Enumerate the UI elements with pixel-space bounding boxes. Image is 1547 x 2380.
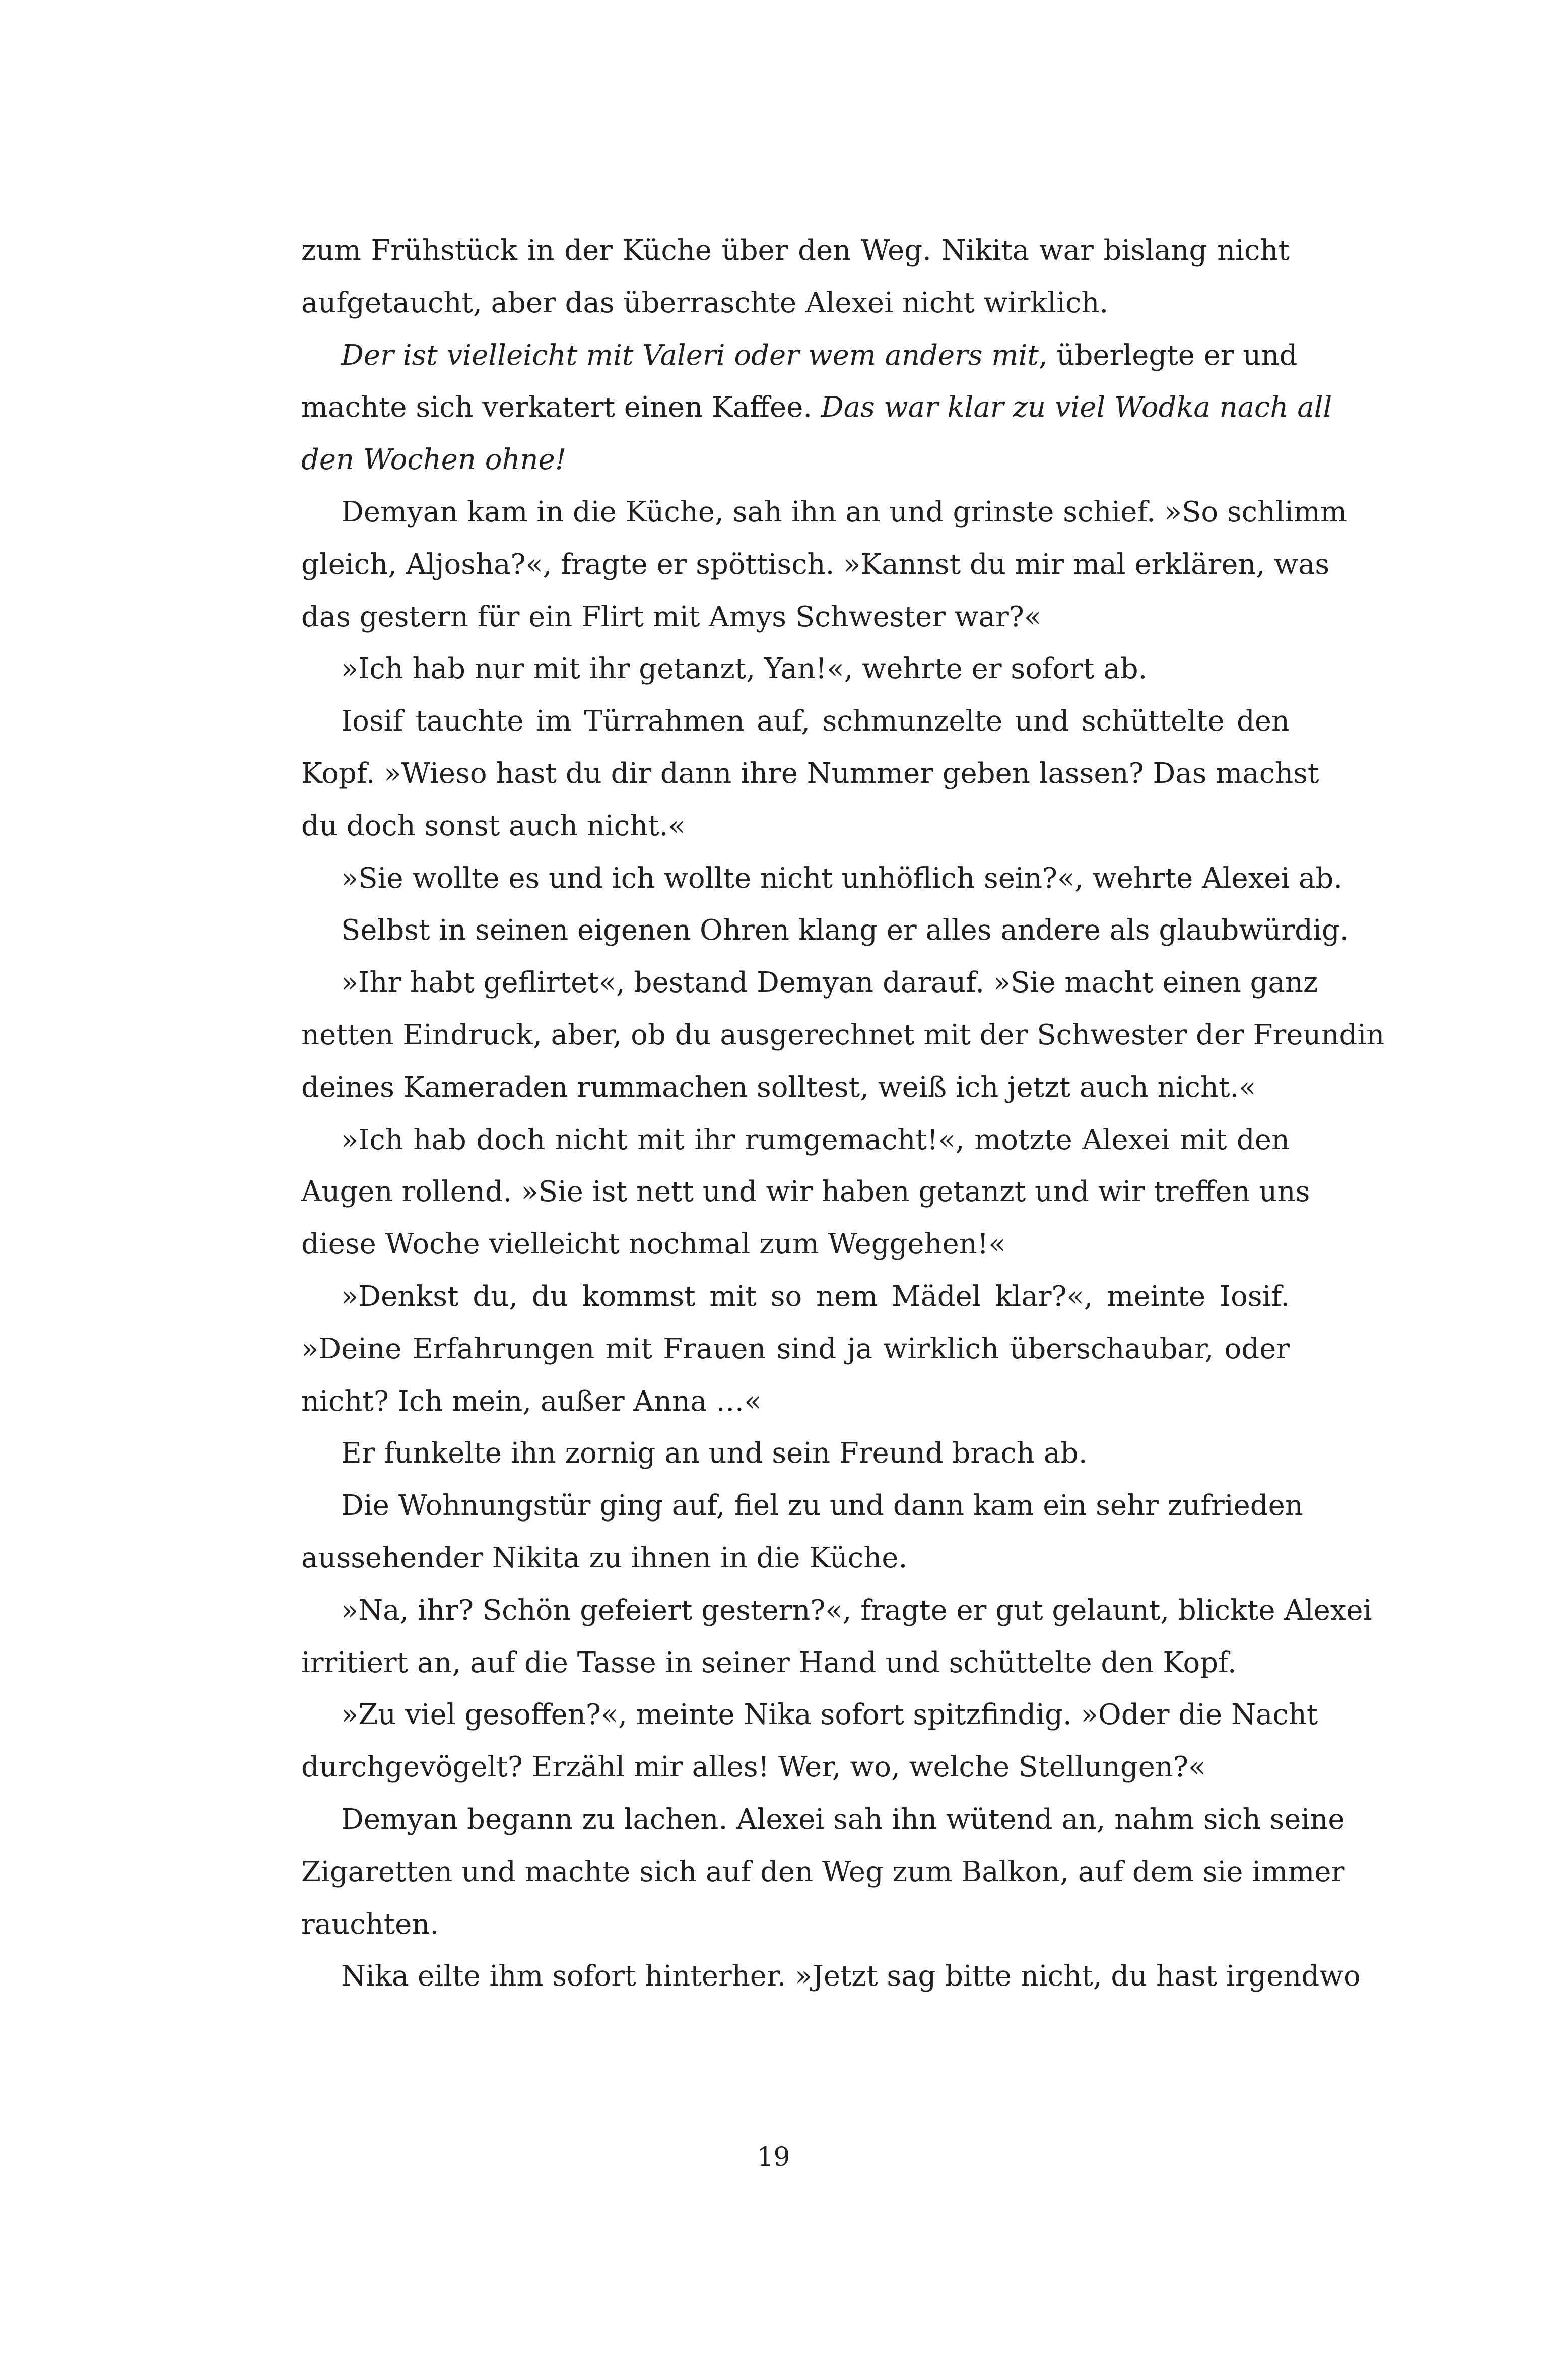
text-run: nicht? Ich mein, außer Anna …« <box>301 1384 762 1418</box>
italic-text: Das war klar zu viel Wodka nach all <box>821 391 1332 424</box>
text-run: , überlegte er und <box>1038 339 1298 372</box>
text-run: gleich, Aljosha?«, fragte er spöttisch. »Kannst du mir mal erklären, was <box>301 548 1330 581</box>
paragraph <box>301 695 1319 852</box>
text-line <box>301 695 1290 748</box>
text-run: machte sich verkatert einen Kaffee. <box>301 391 821 424</box>
paragraph <box>301 1271 1290 1427</box>
paragraph <box>301 1427 1290 1480</box>
text-line <box>301 1480 1303 1532</box>
text-run: Selbst in seinen eigenen Ohren klang er alles andere als glaubwürdig. <box>341 914 1349 947</box>
text-line <box>301 1114 1290 1166</box>
text-line <box>301 957 1318 1009</box>
text-run: »Ich hab nur mit ihr getanzt, Yan!«, wehrte er sofort ab. <box>341 652 1148 686</box>
text-run: diese Woche vielleicht nochmal zum Weggehen!« <box>301 1228 1006 1261</box>
text-line <box>301 1323 1290 1375</box>
text-run: Demyan begann zu lachen. Alexei sah ihn wütend an, nahm sich seine <box>341 1803 1345 1836</box>
text-line <box>301 800 1290 852</box>
text-line <box>301 1689 1318 1741</box>
text-run: Er funkelte ihn zornig an und sein Freund brach ab. <box>341 1437 1088 1470</box>
text-line <box>301 1009 1385 1062</box>
text-line <box>301 1062 1290 1114</box>
text-line <box>301 539 1330 591</box>
text-line <box>301 643 1290 695</box>
text-line <box>301 1898 1290 1951</box>
paragraph <box>301 643 1290 695</box>
text-line <box>301 1846 1345 1898</box>
text-line <box>301 486 1348 539</box>
text-line <box>301 225 1290 277</box>
text-run: »Denkst du, du kommst mit so nem Mädel klar?«, meinte Iosif. <box>341 1280 1290 1313</box>
text-run: durchgevögelt? Erzähl mir alles! Wer, wo, welche Stellungen?« <box>301 1751 1206 1784</box>
text-run: zum Frühstück in der Küche über den Weg. Nikita war bislang nicht <box>301 234 1290 267</box>
paragraph <box>301 1114 1310 1271</box>
text-run: »Sie wollte es und ich wollte nicht unhöflich sein?«, wehrte Alexei ab. <box>341 862 1343 895</box>
text-line <box>301 1218 1290 1271</box>
text-run: Augen rollend. »Sie ist nett und wir haben getanzt und wir treffen uns <box>301 1175 1310 1209</box>
text-run: »Ich hab doch nicht mit ihr rumgemacht!«, motzte Alexei mit den <box>341 1123 1290 1156</box>
text-line <box>301 1271 1290 1323</box>
text-run: du doch sonst auch nicht.« <box>301 809 686 842</box>
text-line <box>301 329 1298 382</box>
text-run: rauchten. <box>301 1907 439 1941</box>
text-run: deines Kameraden rummachen solltest, weiß ich jetzt auch nicht.« <box>301 1071 1256 1104</box>
paragraph <box>301 1480 1303 1584</box>
text-run: Iosif tauchte im Türrahmen auf, schmunzelte und schüttelte den <box>341 705 1290 738</box>
text-line <box>301 1741 1290 1794</box>
text-run: Nika eilte ihm sofort hinterher. »Jetzt sag bitte nicht, du hast irgendwo <box>341 1960 1361 1993</box>
text-line <box>301 904 1349 957</box>
text-line <box>301 1532 1290 1584</box>
text-run: aussehender Nikita zu ihnen in die Küche. <box>301 1541 908 1574</box>
paragraph <box>301 329 1332 486</box>
text-run: »Deine Erfahrungen mit Frauen sind ja wirklich überschaubar, oder <box>301 1332 1290 1365</box>
text-line <box>301 434 1290 486</box>
text-run: netten Eindruck, aber, ob du ausgerechnet mit der Schwester der Freundin <box>301 1018 1385 1051</box>
text-run: »Zu viel gesoffen?«, meinte Nika sofort spitzfindig. »Oder die Nacht <box>341 1698 1318 1732</box>
paragraph <box>301 1689 1318 1794</box>
text-line <box>301 1950 1361 2003</box>
paragraph <box>301 486 1348 643</box>
text-line <box>301 277 1290 329</box>
text-line <box>301 1794 1345 1846</box>
text-run: Zigaretten und machte sich auf den Weg zum Balkon, auf dem sie immer <box>301 1855 1345 1888</box>
text-run: Kopf. »Wieso hast du dir dann ihre Nummer geben lassen? Das machst <box>301 757 1319 790</box>
text-line <box>301 1166 1310 1218</box>
body-text <box>301 225 1385 2003</box>
text-line <box>301 852 1343 905</box>
text-line <box>301 748 1319 800</box>
page-number: 19 <box>757 2142 790 2172</box>
text-line <box>301 1427 1290 1480</box>
text-run: »Na, ihr? Schön gefeiert gestern?«, fragte er gut gelaunt, blickte Alexei <box>341 1594 1372 1627</box>
paragraph <box>301 1950 1361 2003</box>
text-line <box>301 591 1290 643</box>
italic-text: Der ist vielleicht mit Valeri oder wem anders mit <box>341 339 1039 372</box>
paragraph <box>301 852 1343 905</box>
paragraph <box>301 957 1385 1113</box>
text-line <box>301 1584 1372 1637</box>
italic-text: den Wochen ohne! <box>301 443 567 477</box>
paragraph <box>301 1584 1372 1689</box>
paragraph <box>301 1794 1345 1950</box>
text-run: »Ihr habt geflirtet«, bestand Demyan darauf. »Sie macht einen ganz <box>341 966 1318 1000</box>
text-run: Demyan kam in die Küche, sah ihn an und grinste schief. »So schlimm <box>341 495 1348 528</box>
text-run: irritiert an, auf die Tasse in seiner Hand und schüttelte den Kopf. <box>301 1646 1237 1679</box>
paragraph <box>301 225 1290 329</box>
text-run: Die Wohnungstür ging auf, fiel zu und dann kam ein sehr zufrieden <box>341 1489 1303 1523</box>
text-line <box>301 1375 1290 1428</box>
text-run: das gestern für ein Flirt mit Amys Schwester war?« <box>301 600 1042 633</box>
text-run: aufgetaucht, aber das überraschte Alexei nicht wirklich. <box>301 286 1109 319</box>
paragraph <box>301 904 1349 957</box>
text-line <box>301 381 1332 434</box>
text-line <box>301 1637 1290 1689</box>
